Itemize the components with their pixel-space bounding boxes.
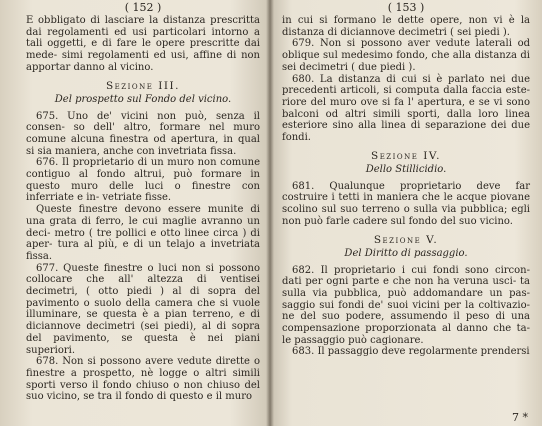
article-paragraph: 677. Queste finestre o luci non si possono collocare che all' altezza di ventisei decimetri, ( otto piedi ) al di sopra del pavimento o suolo della camera che si vuole illuminare, se questa è a pian terreno, e di diciannove decimetri (sei piedi), al di sopra del pavimento, se questa è nei piani superiori. <box>26 262 260 356</box>
article-paragraph: 683. Il passaggio deve regolarmente prendersi <box>292 346 530 358</box>
article-paragraph: 676. Il proprietario di un muro non comune contiguo al fondo altrui, può formare in questo muro delle luci o finestre con inferriate e in- vetriate fisse. <box>26 157 260 204</box>
article-paragraph: 681. Qualunque proprietario deve far costruire i tetti in maniera che le acque piovane scolino sul suo terreno o sulla via pubblica; egli non può farle cadere sul fondo del suo vicino. <box>282 180 530 227</box>
signature-mark: 7 * <box>512 411 528 424</box>
section-5-title: Del Diritto di passaggio. <box>344 247 468 259</box>
left-page <box>0 0 270 426</box>
article-paragraph: 678. Non si possono avere vedute dirette o finestre a prospetto, nè logge o altri simili sporti verso il fondo chiuso o non chiuso del suo vicino, se tra il fondo di questo e il muro <box>26 356 260 403</box>
right-page <box>270 0 542 426</box>
article-paragraph: 682. Il proprietario i cui fondi sono circon- dati per ogni parte e che non ha veruna usci- ta sulla via pubblica, può addomandare un pas- saggio sui fondi de' suoi vicini per la coltivazio- ne del suo podere, assumendo il peso di una compensazione proporzionata al danno che ta- le passaggio può cagionare. <box>282 264 530 346</box>
left-page-number: ( 152 ) <box>124 1 162 14</box>
left-paragraphs <box>26 111 260 404</box>
right-paragraphs-b <box>282 181 530 228</box>
right-page-text <box>282 15 530 358</box>
right-top-lines: in cui si formano le dette opere, non vi è la distanza di diciannove decimetri ( sei piedi ). <box>282 15 530 38</box>
section-3-title: Del prospetto sul Fondo del vicino. <box>54 93 232 105</box>
article-paragraph: Queste finestre devono essere munite di una grata di ferro, le cui maglie avranno un deci- metro ( tre pollici e otto linee circa ) di aper- tura al più, e di un telajo a invetriata fissa. <box>26 204 260 262</box>
right-paragraphs-c <box>282 265 530 359</box>
section-3-heading: Sezione III. <box>105 79 181 92</box>
section-5-heading: Sezione V. <box>373 233 439 246</box>
article-paragraph: 679. Non si possono aver vedute laterali od oblique sul medesimo fondo, che alla distanza di sei decimetri ( due piedi ). <box>282 38 530 73</box>
left-page-text <box>26 15 260 403</box>
article-paragraph: 680. La distanza di cui si è parlato nei due precedenti articoli, si computa dalla faccia este- riore del muro ove si fa l' apertura, e se vi sono balconi od altri simili sporti, dalla loro linea esteriore sino alla linea di separazione dei due fondi. <box>282 73 530 144</box>
book-gutter <box>266 0 274 426</box>
left-intro: E obbligato di lasciare la distanza prescritta dai regolamenti ed usi particolari intorno a tali oggetti, e di fare le opere prescritte dai mede- simi regolamenti ed usi, affine di non apportar danno al vicino. <box>26 15 260 73</box>
article-paragraph: 675. Uno de' vicini non può, senza il consen- so dell' altro, formare nel muro comune alcuna finestra od apertura, in qual si sia maniera, anche con invetriata fissa. <box>26 110 260 157</box>
right-paragraphs-a <box>282 38 530 143</box>
section-4-heading: Sezione IV. <box>371 149 441 162</box>
section-4-title: Dello Stillicidio. <box>365 163 447 175</box>
right-page-number: ( 153 ) <box>387 1 425 14</box>
